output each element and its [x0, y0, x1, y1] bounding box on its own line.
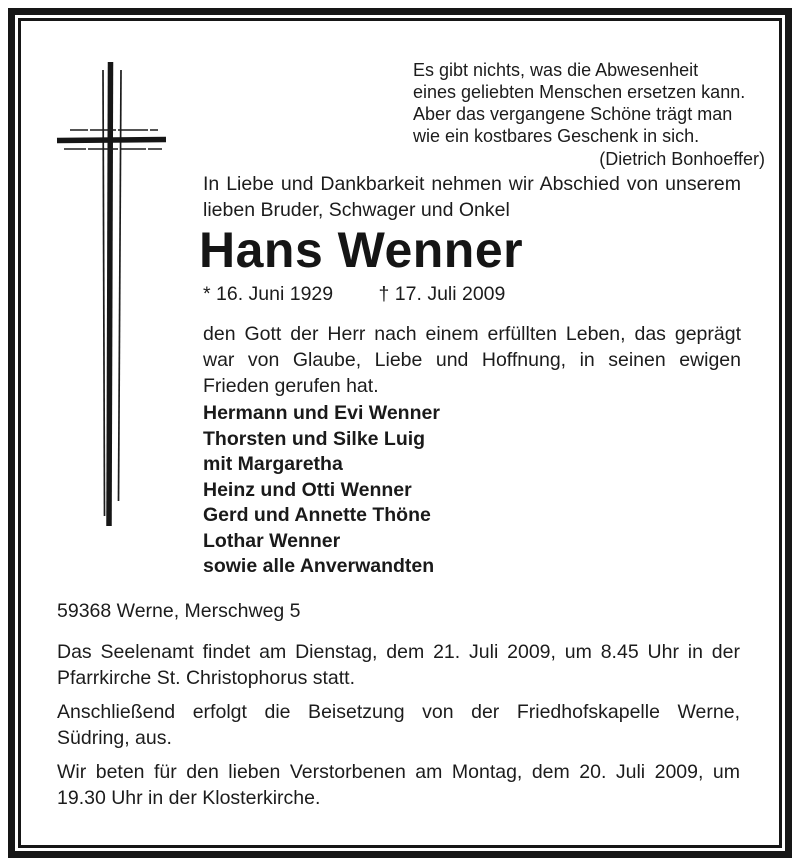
- deceased-name: Hans Wenner: [199, 222, 524, 278]
- quote-line: wie ein kostbares Geschenk in sich.: [413, 126, 700, 146]
- life-dates: [203, 281, 505, 307]
- tribute-text: [203, 321, 741, 399]
- quote-attribution: (Dietrich Bonhoeffer): [599, 149, 765, 169]
- quote-line: Es gibt nichts, was die Abwesenheit: [413, 60, 699, 80]
- quote-line: Aber das vergangene Schöne trägt man: [413, 104, 733, 124]
- tribute-line: Frieden gerufen hat.: [203, 375, 379, 397]
- seelenamt-info: [57, 639, 740, 691]
- tribute-line: den Gott der Herr nach einem erfüllten Leben, das geprägt: [203, 323, 741, 345]
- funeral-details: [57, 598, 740, 819]
- beisetzung-line: Südring, aus.: [57, 727, 172, 749]
- seelenamt-line: Das Seelenamt findet am Dienstag, dem 21. Juli 2009, um 8.45 Uhr in der: [57, 641, 740, 663]
- beisetzung-info: [57, 699, 740, 751]
- mourner-name: Thorsten und Silke Luig: [203, 427, 426, 450]
- cross-icon: [46, 56, 176, 534]
- birth-date: * 16. Juni 1929: [203, 283, 334, 305]
- quote-line: eines geliebten Menschen ersetzen kann.: [413, 82, 746, 102]
- gebet-line: Wir beten für den lieben Verstorbenen am Montag, dem 20. Juli 2009, um: [57, 761, 740, 783]
- address-line: 59368 Werne, Merschweg 5: [57, 600, 301, 622]
- mourner-name: Lothar Wenner: [203, 529, 341, 552]
- gebet-line: 19.30 Uhr in der Klosterkirche.: [57, 787, 321, 809]
- seelenamt-line: Pfarrkirche St. Christophorus statt.: [57, 667, 356, 689]
- intro-text: [203, 171, 741, 223]
- mourner-name: Heinz und Otti Wenner: [203, 478, 412, 501]
- intro-line: In Liebe und Dankbarkeit nehmen wir Abschied von unserem: [203, 173, 741, 195]
- beisetzung-line: Anschließend erfolgt die Beisetzung von der Friedhofskapelle Werne,: [57, 701, 740, 723]
- mourners-list: [203, 401, 623, 580]
- tribute-line: war von Glaube, Liebe und Hoffnung, in seinen ewigen: [203, 349, 741, 371]
- mourner-name: Hermann und Evi Wenner: [203, 402, 440, 424]
- mourner-name: mit Margaretha: [203, 453, 343, 475]
- gebet-info: [57, 759, 740, 811]
- intro-line: lieben Bruder, Schwager und Onkel: [203, 199, 510, 221]
- mourner-name: Gerd und Annette Thöne: [203, 504, 431, 526]
- death-date: † 17. Juli 2009: [378, 283, 506, 305]
- memorial-quote: [413, 59, 765, 170]
- mourner-name: sowie alle Anverwandten: [203, 555, 435, 577]
